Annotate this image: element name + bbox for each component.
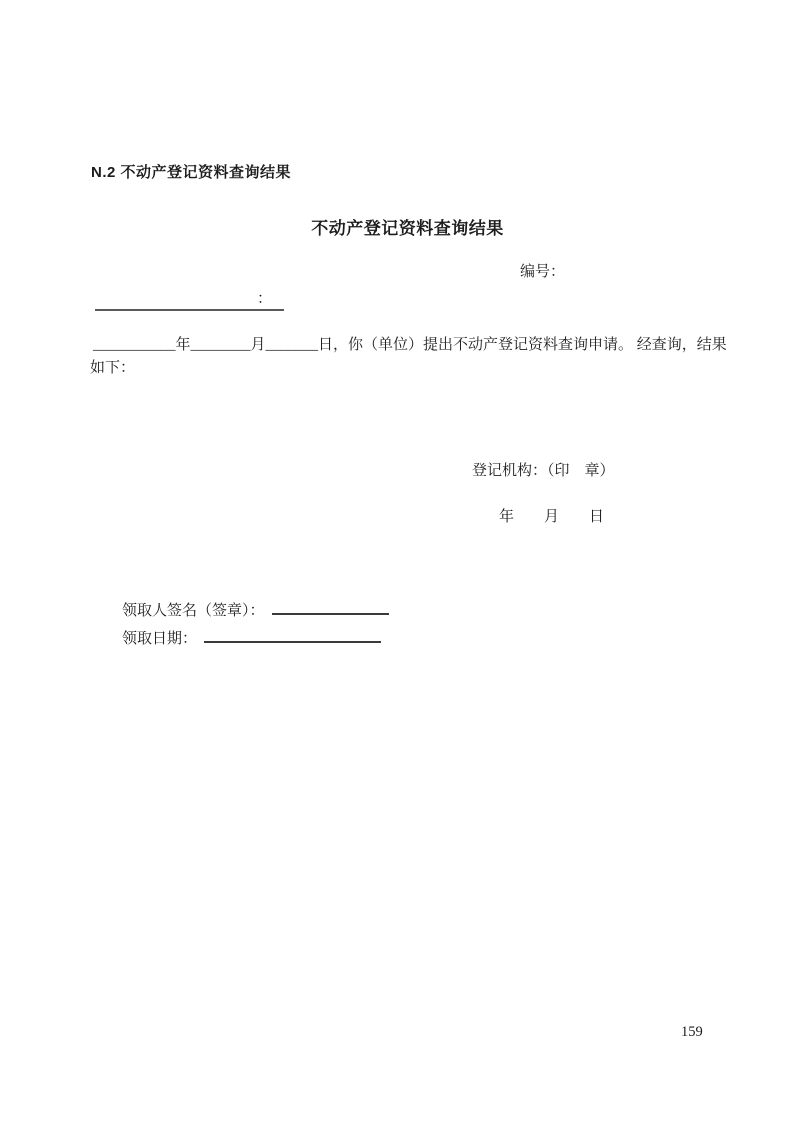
year-month-day-placeholder: 年 月 日 (499, 509, 605, 525)
section-heading: N.2 不动产登记资料查询结果 (91, 164, 292, 181)
document-title: 不动产登记资料查询结果 (311, 219, 504, 238)
recipient-signature-label: 领取人签名（签章）： (122, 603, 265, 619)
page-number: 159 (681, 1024, 703, 1040)
serial-number-label: 编号： (520, 264, 566, 280)
receive-date-label: 领取日期： (122, 631, 198, 647)
receive-date-row (122, 626, 381, 648)
recipient-signature-blank (272, 598, 389, 615)
registry-authority-seal-label: 登记机构：（印 章） (472, 463, 615, 479)
addressee-colon: ： (256, 291, 272, 307)
recipient-signature-row (122, 598, 389, 620)
receive-date-blank (204, 626, 381, 643)
body-paragraph-line2: 如下： (90, 360, 136, 376)
body-paragraph-line1: ___________年________月_______日，你（单位）提出不动产登记资料查询申请。 经查询，结果 (93, 337, 727, 353)
addressee-blank-line (95, 290, 284, 311)
